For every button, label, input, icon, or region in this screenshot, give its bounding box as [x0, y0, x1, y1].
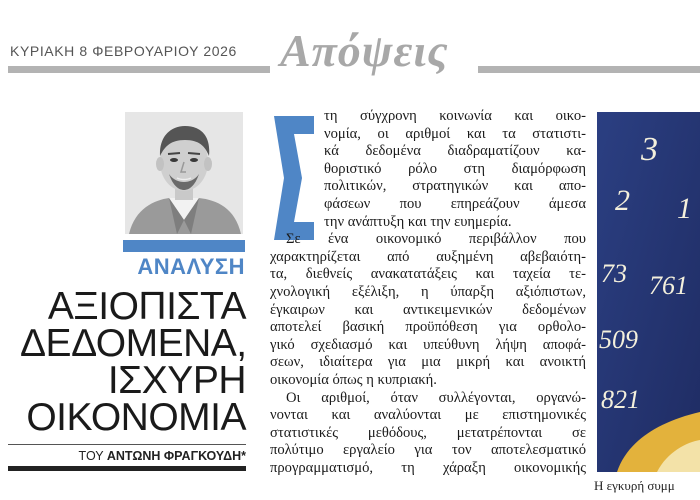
byline-prefix: ΤΟΥ: [78, 449, 104, 463]
kicker-bar: [123, 240, 245, 252]
headline-line: ΑΞΙΟΠΙΣΤΑ: [47, 285, 246, 328]
article-body: [270, 108, 586, 477]
body-line: αποτελεί βασική προϋπόθεση για ορθολο-: [270, 319, 586, 336]
intro-paragraph: [270, 108, 586, 231]
body-line: νονται και αναλύονται με επιστημονικές: [270, 407, 586, 424]
art-number: 821: [601, 385, 640, 414]
body-line: προγραμματισμό, τη χάραξη οικονομικής: [270, 459, 586, 476]
byline-author: ΑΝΤΩΝΗ ΦΡΑΓΚΟΥΔΗ*: [106, 449, 246, 463]
article-kicker: ΑΝΑΛΥΣΗ: [137, 254, 245, 279]
body-line: νομία, οι αριθμοί και τα στατιστι-: [324, 125, 586, 142]
section-title: Απόψεις: [280, 25, 449, 76]
headline-line: ΔΕΔΟΜΕΝΑ,: [20, 322, 247, 365]
body-line: φάσεων που επηρεάζουν άμεσα: [324, 195, 586, 212]
headline-line: ΟΙΚΟΝΟΜΙΑ: [26, 396, 246, 439]
body-line: κά δεδομένα διαδραματίζουν κα-: [324, 143, 586, 160]
art-number: 1: [677, 192, 692, 225]
body-line: πολύτιμο εργαλείο για τον αποτελεσματικό: [270, 442, 586, 459]
body-line: τα, διεθνείς ανακατατάξεις και ταχεία τε-: [270, 266, 586, 283]
art-number: 73: [601, 259, 627, 288]
body-line: σεων, ιδιαίτερα για μια μικρή και ανοικτή: [270, 354, 586, 371]
body-line: Σε ένα οικονομικό περιβάλλον που: [286, 231, 586, 248]
body-line: πολιτικών, στρατηγικών και απο-: [324, 178, 586, 195]
art-number: 3: [641, 131, 658, 168]
body-line: χνολογική εξέλιξη, η ύπαρξη αξιόπιστων,: [270, 283, 586, 300]
body-line: οικονομία όπως η κυπριακή.: [270, 371, 437, 388]
third-paragraph: [270, 390, 586, 478]
article-byline: [8, 444, 246, 464]
image-caption: Η εγκυρή συμμ: [594, 478, 675, 493]
page-header: [0, 0, 700, 90]
body-line: έγκαιρων και αντικειμενικών δεδομένων: [270, 301, 586, 318]
body-line: τη σύγχρονη κοινωνία και οικο-: [324, 108, 586, 124]
body-line: χαρακτηρίζεται από αυξημένη αβεβαιότη-: [270, 248, 586, 265]
headline-line: ΙΣΧΥΡΗ: [107, 359, 246, 402]
body-line: στατιστικές μεθόδους, μετατρέπονται σε: [270, 424, 586, 441]
article-headline: [20, 285, 247, 439]
numbers-illustration-icon: [597, 112, 700, 472]
art-number: 2: [615, 184, 630, 217]
article-illustration: [597, 112, 700, 472]
byline-rule: [8, 466, 246, 471]
second-paragraph: [270, 231, 586, 389]
header-rule-left: [8, 66, 270, 73]
header-rule-right: [478, 66, 700, 73]
body-line: Οι αριθμοί, όταν συλλέγονται, οργανώ-: [286, 389, 586, 406]
body-line: γικό σχεδιασμό και υπεύθυνη λήψη αποφά-: [270, 336, 586, 353]
art-number: 509: [599, 325, 638, 354]
body-line: θοριστικό ρόλο στη διαμόρφωση: [324, 160, 586, 177]
author-photo: [125, 112, 243, 234]
body-line: την ανάπτυξη και την ευημερία.: [324, 213, 512, 230]
issue-date: ΚΥΡΙΑΚΗ 8 ΦΕΒΡΟΥΑΡΙΟΥ 2026: [10, 43, 237, 59]
author-portrait-icon: [125, 112, 243, 234]
art-number: 761: [649, 271, 688, 300]
